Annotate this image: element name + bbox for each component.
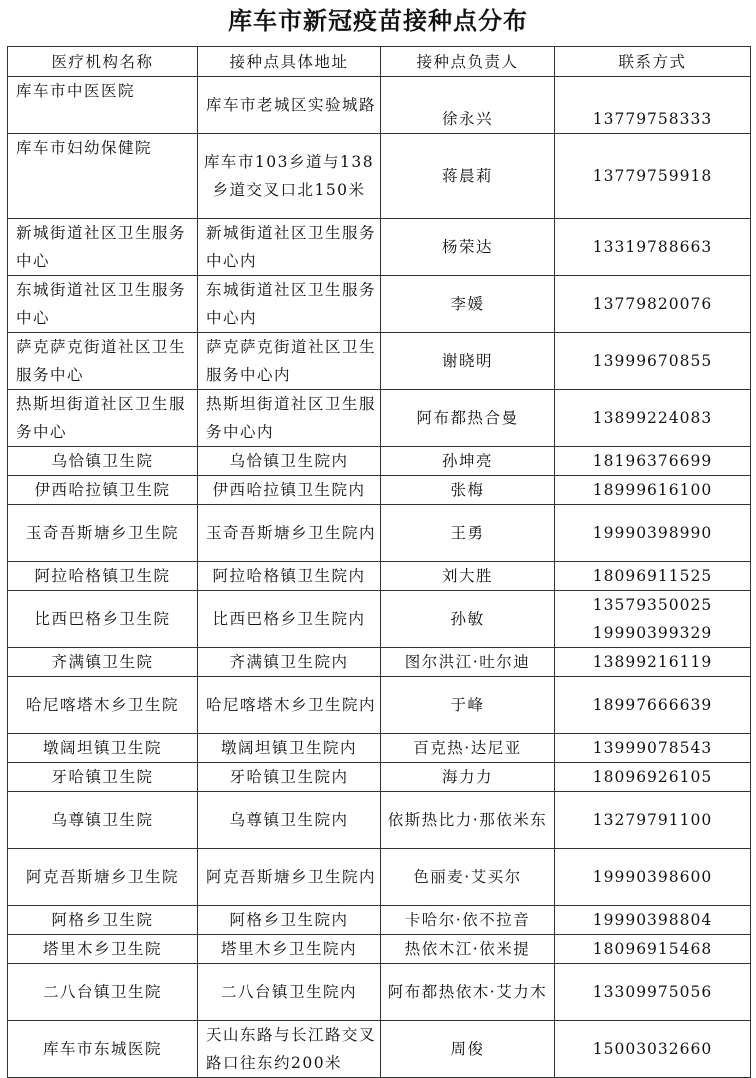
site-address: 伊西哈拉镇卫生院内 — [198, 476, 381, 505]
table-row — [8, 134, 751, 219]
contact-person: 孙坤亮 — [381, 447, 555, 476]
table-row — [8, 964, 751, 1021]
table-row — [8, 677, 751, 734]
institution-name: 新城街道社区卫生服务中心 — [8, 219, 198, 276]
phone-number: 19990398600 — [555, 849, 751, 906]
phone-number: 13899216119 — [555, 648, 751, 677]
table-row — [8, 447, 751, 476]
contact-person: 徐永兴 — [381, 77, 555, 134]
site-address: 阿克吾斯塘乡卫生院内 — [198, 849, 381, 906]
institution-name: 牙哈镇卫生院 — [8, 763, 198, 792]
phone-number: 13899224083 — [555, 390, 751, 447]
institution-name: 热斯坦街道社区卫生服务中心 — [8, 390, 198, 447]
site-address: 二八台镇卫生院内 — [198, 964, 381, 1021]
table-row — [8, 935, 751, 964]
phone-number-cell — [555, 591, 751, 648]
table-row — [8, 792, 751, 849]
site-address: 玉奇吾斯塘乡卫生院内 — [198, 505, 381, 562]
institution-name: 阿克吾斯塘乡卫生院 — [8, 849, 198, 906]
site-address: 乌恰镇卫生院内 — [198, 447, 381, 476]
contact-person: 于峰 — [381, 677, 555, 734]
site-address: 齐满镇卫生院内 — [198, 648, 381, 677]
phone-number: 18999616100 — [555, 476, 751, 505]
phone-number: 18997666639 — [555, 677, 751, 734]
site-address: 塔里木乡卫生院内 — [198, 935, 381, 964]
phone-number: 18096915468 — [555, 935, 751, 964]
contact-person: 海力力 — [381, 763, 555, 792]
phone-number: 15003032660 — [555, 1021, 751, 1078]
site-address: 比西巴格乡卫生院内 — [198, 591, 381, 648]
site-address: 天山东路与长江路交叉路口往东约200米 — [198, 1021, 381, 1078]
site-address: 乌尊镇卫生院内 — [198, 792, 381, 849]
phone-number: 19990398990 — [555, 505, 751, 562]
table-row — [8, 476, 751, 505]
phone-number: 13779758333 — [555, 77, 751, 134]
table-row — [8, 763, 751, 792]
contact-person: 周俊 — [381, 1021, 555, 1078]
header-phone: 联系方式 — [555, 47, 751, 77]
institution-name: 库车市东城医院 — [8, 1021, 198, 1078]
phone-number: 13579350025 — [592, 596, 713, 614]
vaccination-sites-table — [7, 46, 751, 1078]
table-row — [8, 505, 751, 562]
institution-name: 阿格乡卫生院 — [8, 906, 198, 935]
header-address: 接种点具体地址 — [198, 47, 381, 77]
site-address: 牙哈镇卫生院内 — [198, 763, 381, 792]
institution-name: 伊西哈拉镇卫生院 — [8, 476, 198, 505]
institution-name: 比西巴格乡卫生院 — [8, 591, 198, 648]
site-address: 哈尼喀塔木乡卫生院内 — [198, 677, 381, 734]
contact-person: 百克热·达尼亚 — [381, 734, 555, 763]
table-row — [8, 591, 751, 648]
contact-person: 蒋晨莉 — [381, 134, 555, 219]
phone-number: 19990398804 — [555, 906, 751, 935]
site-address: 萨克萨克街道社区卫生服务中心内 — [198, 333, 381, 390]
institution-name: 墩阔坦镇卫生院 — [8, 734, 198, 763]
phone-number: 13309975056 — [555, 964, 751, 1021]
site-address: 墩阔坦镇卫生院内 — [198, 734, 381, 763]
contact-person: 王勇 — [381, 505, 555, 562]
site-address: 新城街道社区卫生服务中心内 — [198, 219, 381, 276]
contact-person: 李媛 — [381, 276, 555, 333]
table-row — [8, 77, 751, 134]
table-header-row — [8, 47, 751, 77]
table-row — [8, 276, 751, 333]
contact-person: 图尔洪江·吐尔迪 — [381, 648, 555, 677]
contact-person: 阿布都热合曼 — [381, 390, 555, 447]
site-address: 库车市老城区实验城路 — [198, 77, 381, 134]
contact-person: 阿布都热依木·艾力木 — [381, 964, 555, 1021]
phone-number: 13999670855 — [555, 333, 751, 390]
contact-person: 色丽麦·艾买尔 — [381, 849, 555, 906]
site-address: 东城街道社区卫生服务中心内 — [198, 276, 381, 333]
table-row — [8, 1021, 751, 1078]
table-row — [8, 333, 751, 390]
table-row — [8, 648, 751, 677]
institution-name: 塔里木乡卫生院 — [8, 935, 198, 964]
contact-person: 依斯热比力·那依米东 — [381, 792, 555, 849]
institution-name: 玉奇吾斯塘乡卫生院 — [8, 505, 198, 562]
institution-name: 齐满镇卫生院 — [8, 648, 198, 677]
phone-number: 18196376699 — [555, 447, 751, 476]
site-address: 热斯坦街道社区卫生服务中心内 — [198, 390, 381, 447]
institution-name: 乌尊镇卫生院 — [8, 792, 198, 849]
institution-name: 库车市妇幼保健院 — [8, 134, 198, 219]
institution-name: 萨克萨克街道社区卫生服务中心 — [8, 333, 198, 390]
contact-person: 谢晓明 — [381, 333, 555, 390]
table-row — [8, 562, 751, 591]
institution-name: 二八台镇卫生院 — [8, 964, 198, 1021]
phone-number: 18096911525 — [555, 562, 751, 591]
institution-name: 库车市中医医院 — [8, 77, 198, 134]
site-address: 库车市103乡道与138乡道交叉口北150米 — [198, 134, 381, 219]
page-title: 库车市新冠疫苗接种点分布 — [228, 7, 528, 35]
site-address: 阿拉哈格镇卫生院内 — [198, 562, 381, 591]
table-row — [8, 906, 751, 935]
table-row — [8, 734, 751, 763]
contact-person: 张梅 — [381, 476, 555, 505]
phone-number: 13779759918 — [555, 134, 751, 219]
header-contact-person: 接种点负责人 — [381, 47, 555, 77]
phone-number: 13779820076 — [555, 276, 751, 333]
table-row — [8, 849, 751, 906]
phone-number-secondary: 19990399329 — [592, 624, 713, 642]
header-institution: 医疗机构名称 — [8, 47, 198, 77]
phone-number: 18096926105 — [555, 763, 751, 792]
contact-person: 卡哈尔·依不拉音 — [381, 906, 555, 935]
institution-name: 乌恰镇卫生院 — [8, 447, 198, 476]
phone-number: 13999078543 — [555, 734, 751, 763]
contact-person: 热依木江·依米提 — [381, 935, 555, 964]
institution-name: 哈尼喀塔木乡卫生院 — [8, 677, 198, 734]
table-row — [8, 219, 751, 276]
contact-person: 刘大胜 — [381, 562, 555, 591]
phone-number: 13319788663 — [555, 219, 751, 276]
phone-number: 13279791100 — [555, 792, 751, 849]
institution-name: 阿拉哈格镇卫生院 — [8, 562, 198, 591]
contact-person: 孙敏 — [381, 591, 555, 648]
institution-name: 东城街道社区卫生服务中心 — [8, 276, 198, 333]
table-row — [8, 390, 751, 447]
site-address: 阿格乡卫生院内 — [198, 906, 381, 935]
contact-person: 杨荣达 — [381, 219, 555, 276]
